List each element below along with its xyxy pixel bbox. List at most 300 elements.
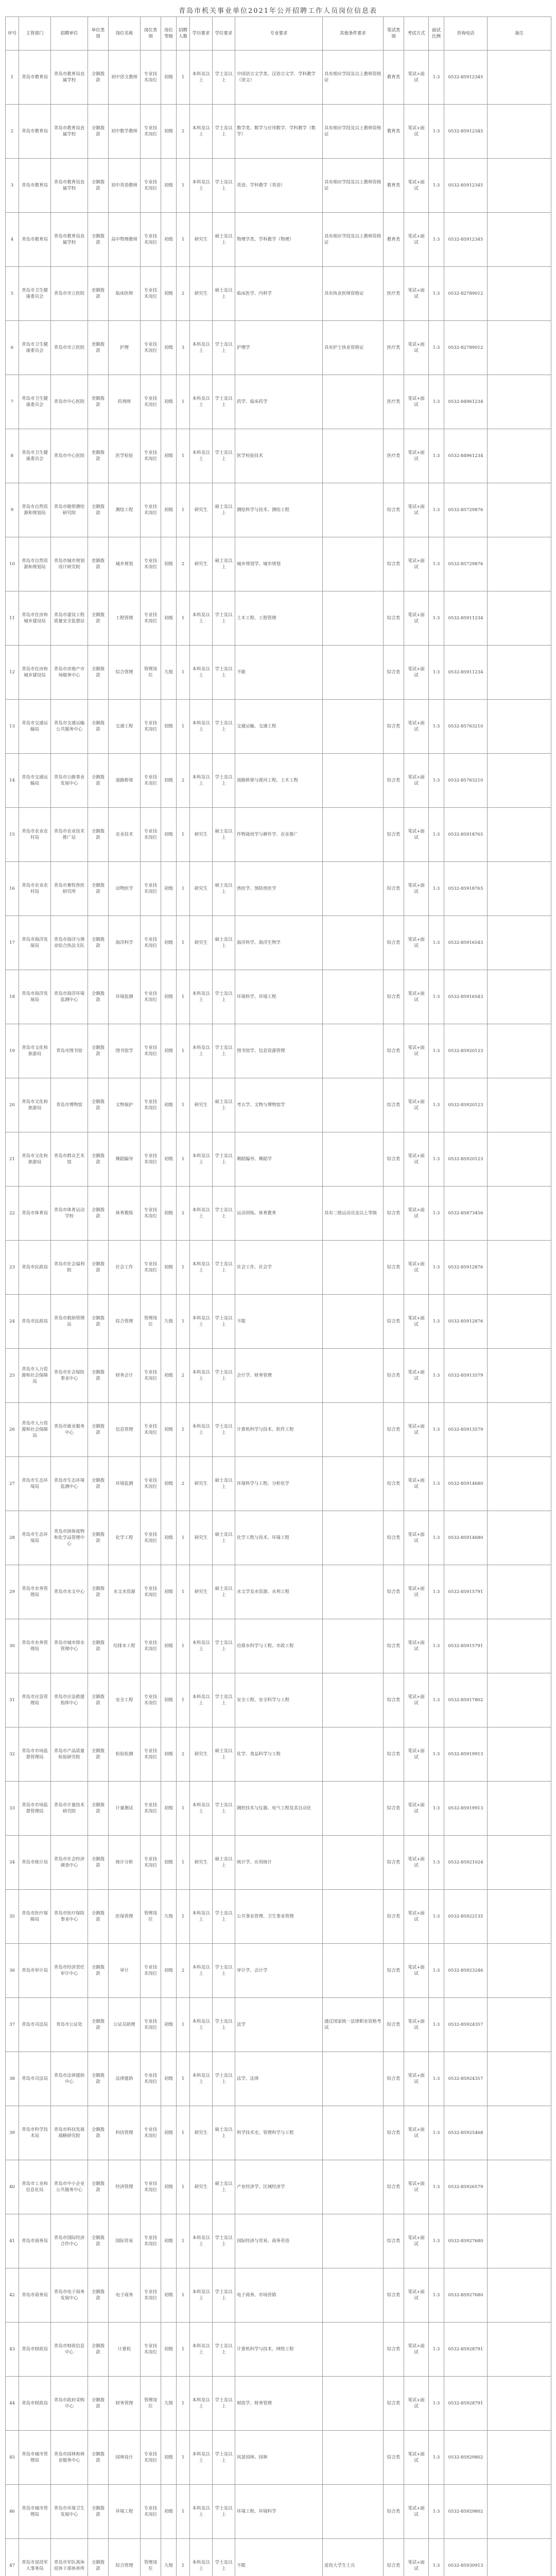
table-cell: 笔试+面试 (404, 1078, 429, 1132)
table-cell: 化学、食品科学与工程 (235, 1727, 323, 1782)
table-cell: 29 (6, 1565, 19, 1619)
table-cell: 青岛市住房和城乡建设局 (19, 646, 51, 700)
table-cell: 笔试+面试 (404, 1890, 429, 1944)
table-cell: 初级 (161, 2160, 177, 2214)
table-cell: 全额拨款 (88, 1890, 109, 1944)
table-cell: 综合类 (384, 754, 404, 808)
table-cell: 青岛市生态环境局 (19, 1457, 51, 1511)
table-cell: 本科及以上 (190, 375, 213, 429)
table-cell: 青岛市教育局直属学校 (51, 105, 88, 159)
table-cell (488, 375, 551, 429)
table-cell: 0532-85918765 (444, 862, 488, 916)
table-cell: 本科及以上 (190, 1403, 213, 1457)
table-cell: 学士及以上 (213, 2377, 235, 2431)
table-cell: 0532-85915791 (444, 1619, 488, 1673)
table-cell (488, 591, 551, 646)
table-cell: 专业技术岗位 (141, 916, 161, 970)
table-cell (488, 2431, 551, 2485)
table-cell: 全额拨款 (88, 213, 109, 267)
table-cell: 计算机科学与技术、软件工程 (235, 1403, 323, 1457)
table-cell: 0532-85912345 (444, 159, 488, 213)
table-cell: 研究生 (190, 1457, 213, 1511)
table-cell: 青岛市住房和城乡建设局 (19, 591, 51, 646)
table-cell (488, 808, 551, 862)
table-cell: 专业技术岗位 (141, 2214, 161, 2268)
table-cell: 专业技术岗位 (141, 1998, 161, 2052)
table-cell: 医学检验 (109, 429, 141, 483)
table-cell: 全额拨款 (88, 1619, 109, 1673)
table-cell: 学士及以上 (213, 1024, 235, 1078)
table-cell: 1:3 (429, 1295, 444, 1349)
table-cell: 数学类、数学与应用数学、学科教学（数学） (235, 105, 323, 159)
table-cell: 学士及以上 (213, 1619, 235, 1673)
table-cell: 学士及以上 (213, 754, 235, 808)
table-cell: 0532-85927680 (444, 2268, 488, 2323)
column-header: 岗位等级 (161, 17, 177, 50)
table-row (6, 2160, 551, 2214)
table-cell (323, 1782, 384, 1836)
table-cell: 交通运输、交通工程 (235, 700, 323, 754)
table-cell: 综合管理 (109, 2539, 141, 2576)
table-cell: 笔试+面试 (404, 1132, 429, 1187)
table-cell: 管理岗位 (141, 1295, 161, 1349)
table-cell: 0532-85912876 (444, 1295, 488, 1349)
table-cell: 具有相应学段及以上教师资格证 (323, 105, 384, 159)
table-cell: 2 (177, 1349, 190, 1403)
table-cell: 检验检测 (109, 1727, 141, 1782)
table-cell: 初级 (161, 2106, 177, 2160)
table-cell: 0532-85914680 (444, 1457, 488, 1511)
table-cell: 综合类 (384, 1998, 404, 2052)
table-cell: 青岛市体育运动学校 (51, 1187, 88, 1241)
table-cell: 文物保护 (109, 1078, 141, 1132)
table-cell: 综合类 (384, 862, 404, 916)
table-cell: 初级 (161, 2431, 177, 2485)
table-cell: 综合类 (384, 2268, 404, 2323)
table-cell: 笔试+面试 (404, 1241, 429, 1295)
table-cell: 学士及以上 (213, 1890, 235, 1944)
table-cell: 笔试+面试 (404, 1457, 429, 1511)
table-cell: 九级 (161, 1890, 177, 1944)
table-cell: 青岛市司法局 (19, 2052, 51, 2106)
table-cell: 1 (177, 700, 190, 754)
table-cell: 1 (177, 1836, 190, 1890)
table-cell: 9 (6, 483, 19, 537)
table-body (6, 50, 551, 2576)
table-cell: 综合类 (384, 1727, 404, 1782)
table-cell: 学士及以上 (213, 2431, 235, 2485)
table-cell: 综合类 (384, 2539, 404, 2576)
table-cell (488, 1403, 551, 1457)
table-cell: 专业技术岗位 (141, 1187, 161, 1241)
table-cell: 青岛市医疗保障局 (19, 1890, 51, 1944)
table-cell: 初级 (161, 1132, 177, 1187)
table-cell: 专业技术岗位 (141, 50, 161, 105)
table-cell: 初级 (161, 2214, 177, 2268)
table-cell: 管理岗位 (141, 646, 161, 700)
table-cell: 硕士及以上 (213, 2160, 235, 2214)
table-cell: 44 (6, 2377, 19, 2431)
table-cell (488, 1998, 551, 2052)
table-cell: 环境工程、环境科学 (235, 2485, 323, 2539)
table-row (6, 1403, 551, 1457)
table-cell: 0532-84961234 (444, 375, 488, 429)
table-cell (488, 700, 551, 754)
table-cell: 笔试+面试 (404, 483, 429, 537)
table-cell: 作物栽培学与耕作学、农业推广 (235, 808, 323, 862)
table-cell: 全额拨款 (88, 1511, 109, 1565)
table-cell: 1:3 (429, 2323, 444, 2377)
table-cell: 1:3 (429, 267, 444, 321)
table-cell: 专业技术岗位 (141, 1782, 161, 1836)
table-cell: 15 (6, 808, 19, 862)
table-cell: 笔试+面试 (404, 1998, 429, 2052)
table-cell (323, 970, 384, 1024)
table-cell: 笔试+面试 (404, 646, 429, 700)
table-cell: 青岛市市立医院 (51, 321, 88, 375)
table-cell: 2 (6, 105, 19, 159)
table-row (6, 1944, 551, 1998)
table-cell: 学士及以上 (213, 105, 235, 159)
table-cell: 笔试+面试 (404, 2377, 429, 2431)
table-cell: 教育类 (384, 213, 404, 267)
table-cell: 1 (177, 213, 190, 267)
table-cell: 全额拨款 (88, 808, 109, 862)
table-cell: 笔试+面试 (404, 1403, 429, 1457)
table-cell: 初级 (161, 1565, 177, 1619)
table-cell (488, 537, 551, 591)
table-cell: 1:3 (429, 1511, 444, 1565)
table-cell: 1:3 (429, 862, 444, 916)
table-cell: 1:3 (429, 1998, 444, 2052)
table-cell: 青岛市群众艺术馆 (51, 1132, 88, 1187)
table-cell: 信息管理 (109, 1403, 141, 1457)
table-cell: 1 (177, 2268, 190, 2323)
table-cell: 全额拨款 (88, 754, 109, 808)
table-cell: 笔试+面试 (404, 429, 429, 483)
table-cell: 1:3 (429, 1187, 444, 1241)
table-cell: 初级 (161, 483, 177, 537)
table-cell: 0532-85913579 (444, 1403, 488, 1457)
table-cell (488, 1565, 551, 1619)
table-cell (323, 916, 384, 970)
table-cell: 城乡规划学、城市规划 (235, 537, 323, 591)
table-cell: 学士及以上 (213, 429, 235, 483)
column-header: 岗位类别 (141, 17, 161, 50)
table-cell: 研究生 (190, 2160, 213, 2214)
table-cell: 青岛市经济责任审计中心 (51, 1944, 88, 1998)
table-cell: 笔试+面试 (404, 1673, 429, 1727)
table-cell: 全额拨款 (88, 1349, 109, 1403)
column-header: 序号 (6, 17, 19, 50)
table-cell: 初级 (161, 970, 177, 1024)
table-cell (323, 537, 384, 591)
table-cell: 舞蹈编导 (109, 1132, 141, 1187)
table-cell: 管理岗位 (141, 1890, 161, 1944)
table-cell: 全额拨款 (88, 2539, 109, 2576)
table-cell: 初级 (161, 1998, 177, 2052)
table-cell: 化学工程与技术、环境工程 (235, 1511, 323, 1565)
table-cell: 46 (6, 2485, 19, 2539)
table-cell: 本科及以上 (190, 321, 213, 375)
table-cell: 青岛市教育局直属学校 (51, 50, 88, 105)
table-cell: 1 (6, 50, 19, 105)
table-cell: 具有执业医师资格证 (323, 267, 384, 321)
table-cell: 初级 (161, 1241, 177, 1295)
table-cell: 电子商务、市场营销 (235, 2268, 323, 2323)
table-cell (488, 1457, 551, 1511)
table-cell: 本科及以上 (190, 646, 213, 700)
table-cell: 青岛市司法局 (19, 1998, 51, 2052)
table-cell: 研究生 (190, 213, 213, 267)
table-cell: 全额拨款 (88, 1241, 109, 1295)
table-cell: 社会工作 (109, 1241, 141, 1295)
table-cell: 青岛市国际经济合作中心 (51, 2214, 88, 2268)
table-cell: 药剂师 (109, 375, 141, 429)
column-header: 岗位名称 (109, 17, 141, 50)
table-cell (323, 1619, 384, 1673)
table-cell: 学士及以上 (213, 1241, 235, 1295)
table-cell: 0532-85920123 (444, 1132, 488, 1187)
table-row (6, 1727, 551, 1782)
table-cell: 差额拨款 (88, 375, 109, 429)
table-cell: 7 (6, 375, 19, 429)
table-cell: 笔试+面试 (404, 1024, 429, 1078)
table-cell: 青岛市农业农村局 (19, 862, 51, 916)
table-cell: 本科及以上 (190, 970, 213, 1024)
table-cell: 0532-85916543 (444, 970, 488, 1024)
table-cell: 本科及以上 (190, 2431, 213, 2485)
table-cell: 综合类 (384, 700, 404, 754)
table-cell: 0532-85729876 (444, 483, 488, 537)
column-header: 单位类别 (88, 17, 109, 50)
table-cell: 中国语言文学类、汉语言文学、学科教学（语文） (235, 50, 323, 105)
table-cell: 1:3 (429, 375, 444, 429)
table-cell: 1:3 (429, 1673, 444, 1727)
table-cell: 会计学、财务管理 (235, 1349, 323, 1403)
table-row (6, 591, 551, 646)
table-cell (323, 1511, 384, 1565)
table-cell: 35 (6, 1890, 19, 1944)
table-cell: 笔试+面试 (404, 2214, 429, 2268)
table-cell: 九级 (161, 2377, 177, 2431)
table-cell: 青岛市市场监督管理局 (19, 1727, 51, 1782)
table-cell: 青岛市人力资源和社会保障局 (19, 1349, 51, 1403)
table-cell: 学士及以上 (213, 1403, 235, 1457)
table-cell: 青岛市军队离休退休干部休养所 (51, 2539, 88, 2576)
table-cell: 国际贸易 (109, 2214, 141, 2268)
table-cell: 学士及以上 (213, 1132, 235, 1187)
table-cell: 医学检验技术 (235, 429, 323, 483)
table-cell: 交通工程 (109, 700, 141, 754)
table-cell (488, 916, 551, 970)
table-cell: 综合类 (384, 2214, 404, 2268)
table-cell: 经济管理 (109, 2160, 141, 2214)
table-cell: 临床医学、内科学 (235, 267, 323, 321)
column-header: 其他条件要求 (323, 17, 384, 50)
table-cell: 初级 (161, 2485, 177, 2539)
table-cell: 青岛市博物馆 (51, 1078, 88, 1132)
table-cell: 全额拨款 (88, 2485, 109, 2539)
table-cell: 研究生 (190, 537, 213, 591)
table-cell: 笔试+面试 (404, 1187, 429, 1241)
table-cell: 38 (6, 2052, 19, 2106)
table-cell: 专业技术岗位 (141, 267, 161, 321)
table-cell: 青岛市中心医院 (51, 375, 88, 429)
table-cell: 笔试+面试 (404, 159, 429, 213)
table-cell: 综合类 (384, 1944, 404, 1998)
table-cell: 1:3 (429, 2485, 444, 2539)
table-cell: 全额拨款 (88, 2052, 109, 2106)
table-cell: 青岛市应急管理局 (19, 1673, 51, 1727)
table-cell: 全额拨款 (88, 1132, 109, 1187)
table-cell: 1:3 (429, 1565, 444, 1619)
table-cell: 笔试+面试 (404, 2160, 429, 2214)
table-cell (488, 2106, 551, 2160)
table-cell: 40 (6, 2160, 19, 2214)
table-cell: 九级 (161, 646, 177, 700)
table-cell: 计算机 (109, 2323, 141, 2377)
table-cell: 土木工程、工程管理 (235, 591, 323, 646)
table-cell: 青岛市政府采购中心 (51, 2377, 88, 2431)
table-cell: 全额拨款 (88, 50, 109, 105)
table-cell (323, 754, 384, 808)
table-cell: 笔试+面试 (404, 2323, 429, 2377)
table-cell: 初级 (161, 1619, 177, 1673)
table-cell: 0532-85763210 (444, 700, 488, 754)
table-cell: 笔试+面试 (404, 1944, 429, 1998)
table-row (6, 1890, 551, 1944)
table-cell: 初级 (161, 429, 177, 483)
table-cell: 初级 (161, 2268, 177, 2323)
table-row (6, 267, 551, 321)
table-cell: 0532-85927680 (444, 2214, 488, 2268)
table-cell: 初级 (161, 862, 177, 916)
table-cell: 青岛市自然资源和规划局 (19, 537, 51, 591)
table-cell: 本科及以上 (190, 105, 213, 159)
table-cell: 笔试+面试 (404, 1619, 429, 1673)
table-cell (488, 1511, 551, 1565)
table-cell (323, 1132, 384, 1187)
table-cell: 本科及以上 (190, 2268, 213, 2323)
table-cell: 初级 (161, 916, 177, 970)
table-cell (488, 50, 551, 105)
table-cell: 专业技术岗位 (141, 2431, 161, 2485)
table-cell: 考古学、文物与博物馆学 (235, 1078, 323, 1132)
table-cell: 全额拨款 (88, 1565, 109, 1619)
table-cell: 全额拨款 (88, 970, 109, 1024)
table-cell (488, 2485, 551, 2539)
table-cell: 青岛市农业技术推广站 (51, 808, 88, 862)
table-cell: 1:3 (429, 2268, 444, 2323)
table-row (6, 483, 551, 537)
table-cell (488, 754, 551, 808)
table-cell (488, 483, 551, 537)
table-cell: 笔试+面试 (404, 862, 429, 916)
table-cell: 专业技术岗位 (141, 321, 161, 375)
table-cell: 青岛市人力资源和社会保障局 (19, 1403, 51, 1457)
table-cell: 全额拨款 (88, 1944, 109, 1998)
table-cell: 专业技术岗位 (141, 1024, 161, 1078)
table-cell: 本科及以上 (190, 700, 213, 754)
table-cell: 城乡规划 (109, 537, 141, 591)
table-cell: 0532-85912345 (444, 105, 488, 159)
table-cell: 2 (177, 1457, 190, 1511)
table-cell: 青岛市海洋发展局 (19, 970, 51, 1024)
table-cell: 32 (6, 1727, 19, 1782)
table-cell: 全额拨款 (88, 2377, 109, 2431)
table-cell: 动物医学 (109, 862, 141, 916)
table-cell: 教育类 (384, 159, 404, 213)
table-cell: 初级 (161, 2052, 177, 2106)
table-cell: 财务会计 (109, 1349, 141, 1403)
table-cell: 0532-85911234 (444, 646, 488, 700)
table-row (6, 2485, 551, 2539)
table-cell: 34 (6, 1836, 19, 1890)
column-header: 专业要求 (235, 17, 323, 50)
table-cell: 笔试+面试 (404, 916, 429, 970)
table-cell: 2 (177, 1187, 190, 1241)
table-cell: 护理学 (235, 321, 323, 375)
table-cell: 19 (6, 1024, 19, 1078)
table-cell: 硕士及以上 (213, 1078, 235, 1132)
table-cell: 医保管理 (109, 1890, 141, 1944)
table-cell: 0532-85920123 (444, 1078, 488, 1132)
table-cell: 学士及以上 (213, 1349, 235, 1403)
table-row (6, 1241, 551, 1295)
table-cell: 初级 (161, 50, 177, 105)
table-cell: 0532-85919913 (444, 1727, 488, 1782)
table-cell: 青岛市自然资源和规划局 (19, 483, 51, 537)
table-cell: 硕士及以上 (213, 1457, 235, 1511)
table-cell: 初级 (161, 1511, 177, 1565)
table-cell: 1:3 (429, 1403, 444, 1457)
table-cell: 1 (177, 1132, 190, 1187)
table-cell: 初级 (161, 1403, 177, 1457)
table-cell: 本科及以上 (190, 1241, 213, 1295)
table-cell: 学士及以上 (213, 50, 235, 105)
table-cell: 笔试+面试 (404, 2539, 429, 2576)
table-cell: 1:3 (429, 105, 444, 159)
table-cell (488, 1944, 551, 1998)
table-cell: 1 (177, 1673, 190, 1727)
table-cell: 青岛市文化和旅游局 (19, 1024, 51, 1078)
table-cell: 0532-85914680 (444, 1511, 488, 1565)
table-cell: 初级 (161, 1187, 177, 1241)
table-cell: 0532-85926579 (444, 2160, 488, 2214)
table-cell (323, 2377, 384, 2431)
table-row (6, 321, 551, 375)
table-header-row (6, 17, 551, 50)
table-cell (488, 1727, 551, 1782)
table-cell: 图书馆学 (109, 1024, 141, 1078)
table-cell: 0532-85929802 (444, 2431, 488, 2485)
table-cell: 专业技术岗位 (141, 213, 161, 267)
table-cell (488, 429, 551, 483)
table-cell: 安全工程、安全科学与工程 (235, 1673, 323, 1727)
table-cell: 专业技术岗位 (141, 1619, 161, 1673)
table-cell: 笔试+面试 (404, 1565, 429, 1619)
table-cell: 21 (6, 1132, 19, 1187)
table-cell (488, 2323, 551, 2377)
table-row (6, 2323, 551, 2377)
table-cell: 初级 (161, 591, 177, 646)
table-cell: 九级 (161, 1295, 177, 1349)
table-cell: 研究生 (190, 1836, 213, 1890)
table-cell (488, 1890, 551, 1944)
table-row (6, 1349, 551, 1403)
table-cell (323, 2052, 384, 2106)
